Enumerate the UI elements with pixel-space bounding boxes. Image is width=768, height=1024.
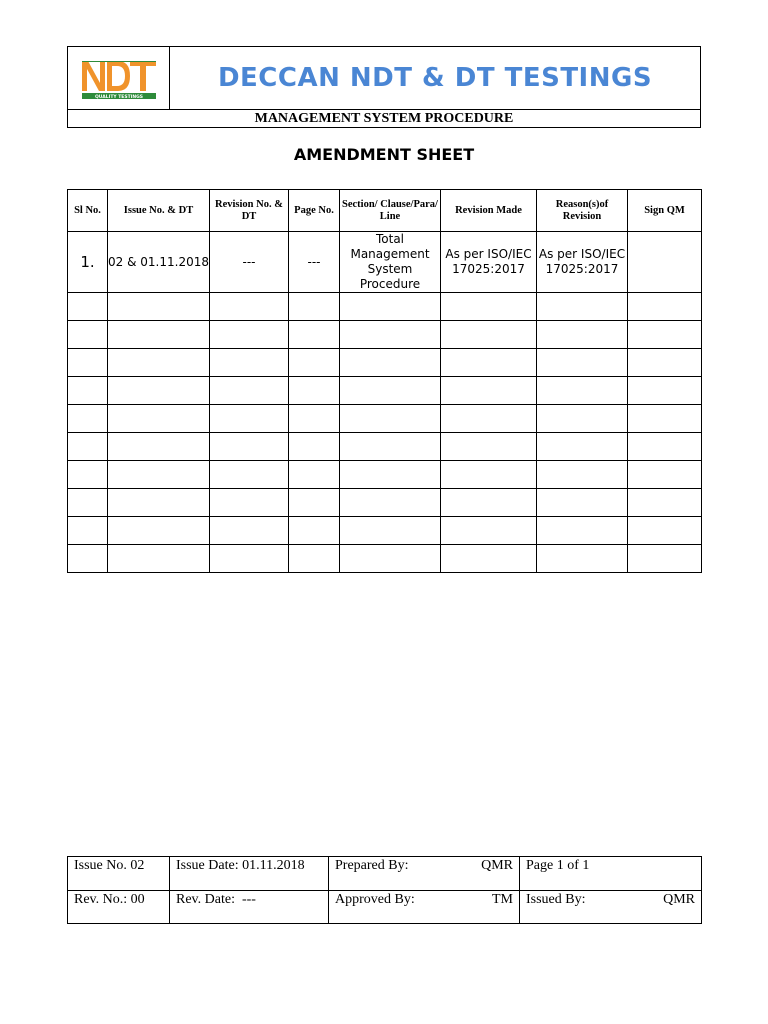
empty-cell xyxy=(289,433,340,461)
empty-cell xyxy=(210,545,289,573)
issued-by-value: QMR xyxy=(663,891,695,907)
footer-rev-date: Rev. Date: --- xyxy=(170,890,329,924)
empty-cell xyxy=(108,405,210,433)
empty-cell xyxy=(68,405,108,433)
empty-cell xyxy=(340,489,441,517)
empty-cell xyxy=(289,517,340,545)
cell-issue: 02 & 01.11.2018 xyxy=(108,232,210,293)
empty-cell xyxy=(537,349,628,377)
empty-cell xyxy=(340,517,441,545)
empty-cell xyxy=(68,377,108,405)
empty-cell xyxy=(108,293,210,321)
empty-cell xyxy=(628,461,702,489)
footer-issue-date: Issue Date: 01.11.2018 xyxy=(170,857,329,891)
table-row xyxy=(68,461,702,489)
document-header xyxy=(67,46,701,128)
empty-cell xyxy=(537,405,628,433)
empty-cell xyxy=(210,433,289,461)
company-name: DECCAN NDT & DT TESTINGS xyxy=(217,63,653,93)
logo-cell xyxy=(68,47,170,109)
cell-page: --- xyxy=(289,232,340,293)
empty-cell xyxy=(210,321,289,349)
column-header: Revision No. & DT xyxy=(210,190,289,232)
empty-cell xyxy=(537,433,628,461)
empty-cell xyxy=(628,489,702,517)
empty-cell xyxy=(441,545,537,573)
empty-cell xyxy=(210,489,289,517)
column-header: Revision Made xyxy=(441,190,537,232)
empty-cell xyxy=(628,517,702,545)
empty-cell xyxy=(441,321,537,349)
empty-cell xyxy=(537,489,628,517)
empty-cell xyxy=(441,293,537,321)
empty-cell xyxy=(537,377,628,405)
empty-cell xyxy=(68,433,108,461)
empty-cell xyxy=(340,545,441,573)
empty-cell xyxy=(441,433,537,461)
empty-cell xyxy=(108,321,210,349)
table-row xyxy=(68,293,702,321)
column-header: Sl No. xyxy=(68,190,108,232)
empty-cell xyxy=(537,321,628,349)
issued-by-label: Issued By: xyxy=(526,891,586,907)
company-logo xyxy=(80,57,158,99)
empty-cell xyxy=(108,489,210,517)
empty-cell xyxy=(108,461,210,489)
empty-cell xyxy=(68,545,108,573)
empty-cell xyxy=(289,377,340,405)
empty-cell xyxy=(210,293,289,321)
empty-cell xyxy=(289,461,340,489)
prepared-by-value: QMR xyxy=(481,858,513,873)
empty-cell xyxy=(628,545,702,573)
cell-sign xyxy=(628,232,702,293)
empty-cell xyxy=(441,517,537,545)
empty-cell xyxy=(108,545,210,573)
column-header: Page No. xyxy=(289,190,340,232)
empty-cell xyxy=(628,293,702,321)
footer-page: Page 1 of 1 xyxy=(520,857,702,891)
empty-cell xyxy=(628,349,702,377)
footer-approved xyxy=(329,890,520,924)
empty-cell xyxy=(340,433,441,461)
column-header: Reason(s)of Revision xyxy=(537,190,628,232)
approved-by-label: Approved By: xyxy=(335,891,415,907)
empty-cell xyxy=(108,349,210,377)
empty-cell xyxy=(108,433,210,461)
document-subtitle: MANAGEMENT SYSTEM PROCEDURE xyxy=(68,109,700,127)
empty-cell xyxy=(108,377,210,405)
empty-cell xyxy=(537,461,628,489)
empty-cell xyxy=(289,293,340,321)
empty-cell xyxy=(441,405,537,433)
empty-cell xyxy=(628,377,702,405)
empty-cell xyxy=(210,349,289,377)
empty-cell xyxy=(340,349,441,377)
table-row xyxy=(68,321,702,349)
table-row xyxy=(68,545,702,573)
table-header-row xyxy=(68,190,702,232)
column-header: Issue No. & DT xyxy=(108,190,210,232)
empty-cell xyxy=(340,377,441,405)
table-row xyxy=(68,377,702,405)
empty-cell xyxy=(68,489,108,517)
cell-section: Total Management System Procedure xyxy=(340,232,441,293)
empty-cell xyxy=(210,377,289,405)
empty-cell xyxy=(289,349,340,377)
table-row xyxy=(68,232,702,293)
empty-cell xyxy=(340,461,441,489)
cell-sl: 1. xyxy=(68,232,108,293)
footer-issued xyxy=(520,890,702,924)
page-title: AMENDMENT SHEET xyxy=(293,145,475,164)
empty-cell xyxy=(340,405,441,433)
approved-by-value: TM xyxy=(492,891,513,907)
cell-reason: As per ISO/IEC 17025:2017 xyxy=(537,232,628,293)
empty-cell xyxy=(340,321,441,349)
table-row xyxy=(68,489,702,517)
empty-cell xyxy=(289,545,340,573)
document-footer xyxy=(67,856,702,924)
cell-revision-made: As per ISO/IEC 17025:2017 xyxy=(441,232,537,293)
empty-cell xyxy=(441,461,537,489)
empty-cell xyxy=(210,405,289,433)
empty-cell xyxy=(68,517,108,545)
column-header: Section/ Clause/Para/ Line xyxy=(340,190,441,232)
cell-revision: --- xyxy=(210,232,289,293)
table-row xyxy=(68,405,702,433)
column-header: Sign QM xyxy=(628,190,702,232)
empty-cell xyxy=(108,517,210,545)
empty-cell xyxy=(628,405,702,433)
empty-cell xyxy=(210,461,289,489)
table-row xyxy=(68,433,702,461)
empty-cell xyxy=(68,461,108,489)
table-row xyxy=(68,517,702,545)
empty-cell xyxy=(537,545,628,573)
empty-cell xyxy=(628,321,702,349)
empty-cell xyxy=(68,349,108,377)
prepared-by-label: Prepared By: xyxy=(335,858,409,873)
footer-row xyxy=(68,857,702,891)
logo-tagline: QUALITY TESTINGS xyxy=(94,95,144,99)
amendment-table xyxy=(67,189,702,573)
empty-cell xyxy=(340,293,441,321)
empty-cell xyxy=(537,293,628,321)
empty-cell xyxy=(441,489,537,517)
footer-prepared xyxy=(329,857,520,891)
empty-cell xyxy=(537,517,628,545)
empty-cell xyxy=(628,433,702,461)
empty-cell xyxy=(289,405,340,433)
empty-cell xyxy=(68,321,108,349)
empty-cell xyxy=(289,321,340,349)
footer-issue-no: Issue No. 02 xyxy=(68,857,170,891)
empty-cell xyxy=(441,349,537,377)
footer-rev-no: Rev. No.: 00 xyxy=(68,890,170,924)
empty-cell xyxy=(289,489,340,517)
footer-row xyxy=(68,890,702,924)
empty-cell xyxy=(441,377,537,405)
empty-cell xyxy=(68,293,108,321)
table-row xyxy=(68,349,702,377)
empty-cell xyxy=(210,517,289,545)
